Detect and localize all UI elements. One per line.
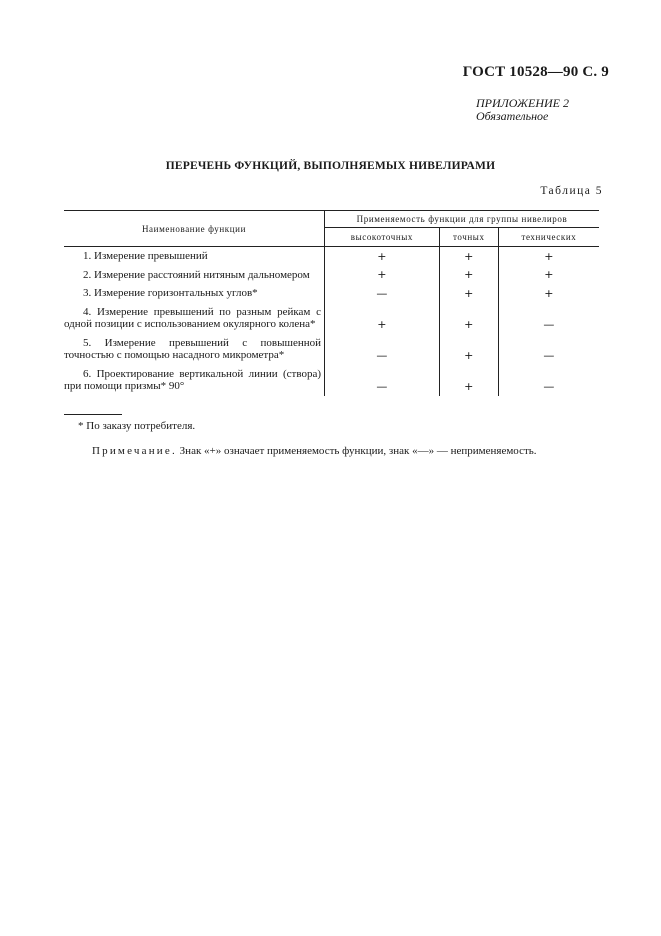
doc-number: ГОСТ 10528—90 С. 9 <box>462 64 609 80</box>
table-row <box>64 365 599 396</box>
row-value: + <box>439 334 498 365</box>
appendix-title: ПРИЛОЖЕНИЕ 2 <box>476 96 569 110</box>
doc-header <box>463 64 609 81</box>
col-header-precision: точных <box>439 228 498 247</box>
col-header-technical: технических <box>498 228 599 247</box>
row-value: — <box>376 286 388 300</box>
footnote-divider <box>64 414 122 415</box>
appendix-status: Обязательное <box>476 109 549 123</box>
note-text: Знак «+» означает применяемость функции, знак «—» — неприменяемость. <box>179 445 537 457</box>
table-row <box>64 266 599 285</box>
table-label: Таблица 5 <box>540 185 603 197</box>
col-header-group: Применяемость функции для группы нивелиров <box>325 211 600 228</box>
row-value: + <box>377 317 387 331</box>
table-row <box>64 284 599 303</box>
row-value: — <box>376 379 388 393</box>
row-value: + <box>439 247 498 266</box>
row-value: + <box>439 303 498 334</box>
col-header-high-precision: высокоточных <box>325 228 440 247</box>
note-label: Примечание. <box>92 445 177 457</box>
col-header-name: Наименование функции <box>64 211 325 247</box>
table-row <box>64 247 599 266</box>
row-name: 2. Измерение расстояний нитяным дальномером <box>64 266 325 285</box>
row-value: + <box>544 286 554 300</box>
row-value: + <box>439 284 498 303</box>
row-value: — <box>376 348 388 362</box>
row-name: 1. Измерение превышений <box>64 247 325 266</box>
appendix-block <box>476 97 569 123</box>
row-value: + <box>439 365 498 396</box>
table-row <box>64 303 599 334</box>
row-name: 4. Измерение превышений по разным рейкам с одной позиции с использованием окулярного колена* <box>64 303 325 334</box>
functions-table <box>64 210 599 396</box>
table-row <box>64 334 599 365</box>
row-value: — <box>543 379 555 393</box>
note <box>92 445 537 457</box>
footnote: * По заказу потребителя. <box>78 420 196 432</box>
row-name: 5. Измерение превышений с повышенной точностью с помощью насадного микрометра* <box>64 334 325 365</box>
row-value: + <box>544 268 554 281</box>
row-value: + <box>377 249 387 263</box>
row-value: + <box>377 268 387 281</box>
row-value: — <box>543 348 555 362</box>
row-name: 6. Проектирование вертикальной линии (створа) при помощи призмы* 90° <box>64 365 325 396</box>
row-value: + <box>439 266 498 285</box>
row-value: + <box>544 249 554 263</box>
page-title: ПЕРЕЧЕНЬ ФУНКЦИЙ, ВЫПОЛНЯЕМЫХ НИВЕЛИРАМИ <box>165 160 496 172</box>
row-name: 3. Измерение горизонтальных углов* <box>64 284 325 303</box>
row-value: — <box>543 317 555 331</box>
